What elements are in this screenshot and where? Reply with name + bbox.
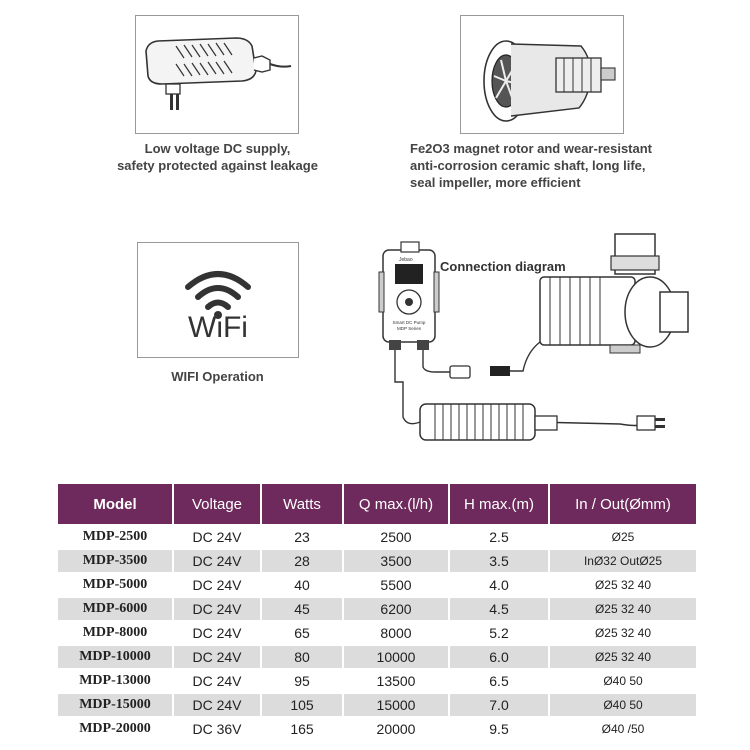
connection-diagram xyxy=(375,232,695,442)
cell-q-max: 20000 xyxy=(376,721,416,737)
table-row xyxy=(58,718,696,740)
cell-q-max: 13500 xyxy=(376,673,416,689)
cell-model: MDP-5000 xyxy=(82,577,148,592)
cell-voltage: DC 24V xyxy=(192,625,242,641)
cell-watts: 40 xyxy=(294,577,310,593)
power-adapter-panel xyxy=(135,15,299,134)
controller-brand: Jebao xyxy=(399,257,413,263)
wifi-panel xyxy=(137,242,299,358)
header-in-out: In / Out(Ømm) xyxy=(550,484,696,524)
cell-watts: 65 xyxy=(294,625,310,641)
rotor-caption-line2: anti-corrosion ceramic shaft, long life, xyxy=(410,158,646,173)
cell-in-out: Ø25 xyxy=(611,530,635,544)
dc-pump-icon xyxy=(540,234,688,353)
header-q-max: Q max.(l/h) xyxy=(344,484,448,524)
cell-in-out: Ø25 32 40 xyxy=(550,646,696,668)
header-h-max: H max.(m) xyxy=(450,484,548,524)
rotor-panel xyxy=(460,15,624,134)
table-row xyxy=(58,550,696,572)
cell-watts: 28 xyxy=(262,550,342,572)
dc-supply-caption-line2: safety protected against leakage xyxy=(117,158,318,173)
cell-voltage: DC 24V xyxy=(174,598,260,620)
cell-h-max: 7.0 xyxy=(450,694,548,716)
cell-model: MDP-13000 xyxy=(79,673,151,688)
cell-h-max: 5.2 xyxy=(489,625,509,641)
cell-model: MDP-3500 xyxy=(58,550,172,572)
table-row xyxy=(58,670,696,692)
cell-model: MDP-6000 xyxy=(58,598,172,620)
cell-in-out: InØ32 OutØ25 xyxy=(550,550,696,572)
cell-h-max: 6.0 xyxy=(450,646,548,668)
table-row xyxy=(58,598,696,620)
table-row xyxy=(58,574,696,596)
header-voltage: Voltage xyxy=(174,484,260,524)
cell-watts: 45 xyxy=(262,598,342,620)
cell-model: MDP-20000 xyxy=(79,721,151,736)
dc-supply-caption xyxy=(95,140,340,174)
cell-h-max: 2.5 xyxy=(489,529,509,545)
cell-q-max: 6200 xyxy=(344,598,448,620)
table-row xyxy=(58,694,696,716)
cell-watts: 105 xyxy=(262,694,342,716)
table-header-row xyxy=(58,484,696,524)
magnet-rotor-icon xyxy=(461,16,623,133)
cell-q-max: 10000 xyxy=(344,646,448,668)
table-row xyxy=(58,526,696,548)
cell-h-max: 6.5 xyxy=(489,673,509,689)
connection-diagram-label: Connection diagram xyxy=(440,259,566,274)
cell-h-max: 9.5 xyxy=(489,721,509,737)
cell-in-out: Ø25 32 40 xyxy=(594,626,652,640)
rotor-caption-line3: seal impeller, more efficient xyxy=(410,175,581,190)
cell-watts: 165 xyxy=(290,721,314,737)
cell-model: MDP-2500 xyxy=(82,529,148,544)
cell-in-out: Ø40 50 xyxy=(550,694,696,716)
controller-text2: MDP Series xyxy=(397,326,421,331)
cell-h-max: 3.5 xyxy=(450,550,548,572)
controller-text1: Smart DC Pump xyxy=(392,320,426,325)
cell-voltage: DC 24V xyxy=(192,529,242,545)
cell-in-out: Ø40 /50 xyxy=(601,722,645,736)
cell-model: MDP-8000 xyxy=(82,625,148,640)
wifi-caption: WIFI Operation xyxy=(171,369,264,384)
cell-voltage: DC 24V xyxy=(174,646,260,668)
table-row xyxy=(58,646,696,668)
cell-in-out: Ø40 50 xyxy=(603,674,643,688)
header-watts: Watts xyxy=(262,484,342,524)
spec-table xyxy=(56,482,698,742)
rotor-caption-line1: Fe2O3 magnet rotor and wear-resistant xyxy=(410,141,653,156)
cell-model: MDP-15000 xyxy=(58,694,172,716)
rotor-caption xyxy=(410,140,710,191)
cell-q-max: 15000 xyxy=(344,694,448,716)
cell-voltage: DC 24V xyxy=(192,577,242,593)
cell-voltage: DC 24V xyxy=(174,694,260,716)
cell-h-max: 4.5 xyxy=(450,598,548,620)
cell-in-out: Ø25 32 40 xyxy=(594,578,652,592)
cell-voltage: DC 24V xyxy=(174,550,260,572)
table-row xyxy=(58,622,696,644)
cell-watts: 95 xyxy=(294,673,310,689)
header-model: Model xyxy=(58,484,172,524)
cell-q-max: 3500 xyxy=(344,550,448,572)
cell-in-out: Ø25 32 40 xyxy=(550,598,696,620)
cell-q-max: 2500 xyxy=(380,529,412,545)
cell-voltage: DC 36V xyxy=(192,721,242,737)
dc-supply-caption-line1: Low voltage DC supply, xyxy=(144,141,291,156)
cell-h-max: 4.0 xyxy=(489,577,509,593)
cell-model: MDP-10000 xyxy=(58,646,172,668)
wifi-box-text: WiFi xyxy=(188,311,248,344)
cell-watts: 80 xyxy=(262,646,342,668)
cell-watts: 23 xyxy=(294,529,310,545)
cell-q-max: 8000 xyxy=(380,625,412,641)
power-adapter-icon xyxy=(136,16,298,133)
cell-voltage: DC 24V xyxy=(192,673,242,689)
power-supply-icon xyxy=(420,404,535,440)
cell-q-max: 5500 xyxy=(380,577,412,593)
